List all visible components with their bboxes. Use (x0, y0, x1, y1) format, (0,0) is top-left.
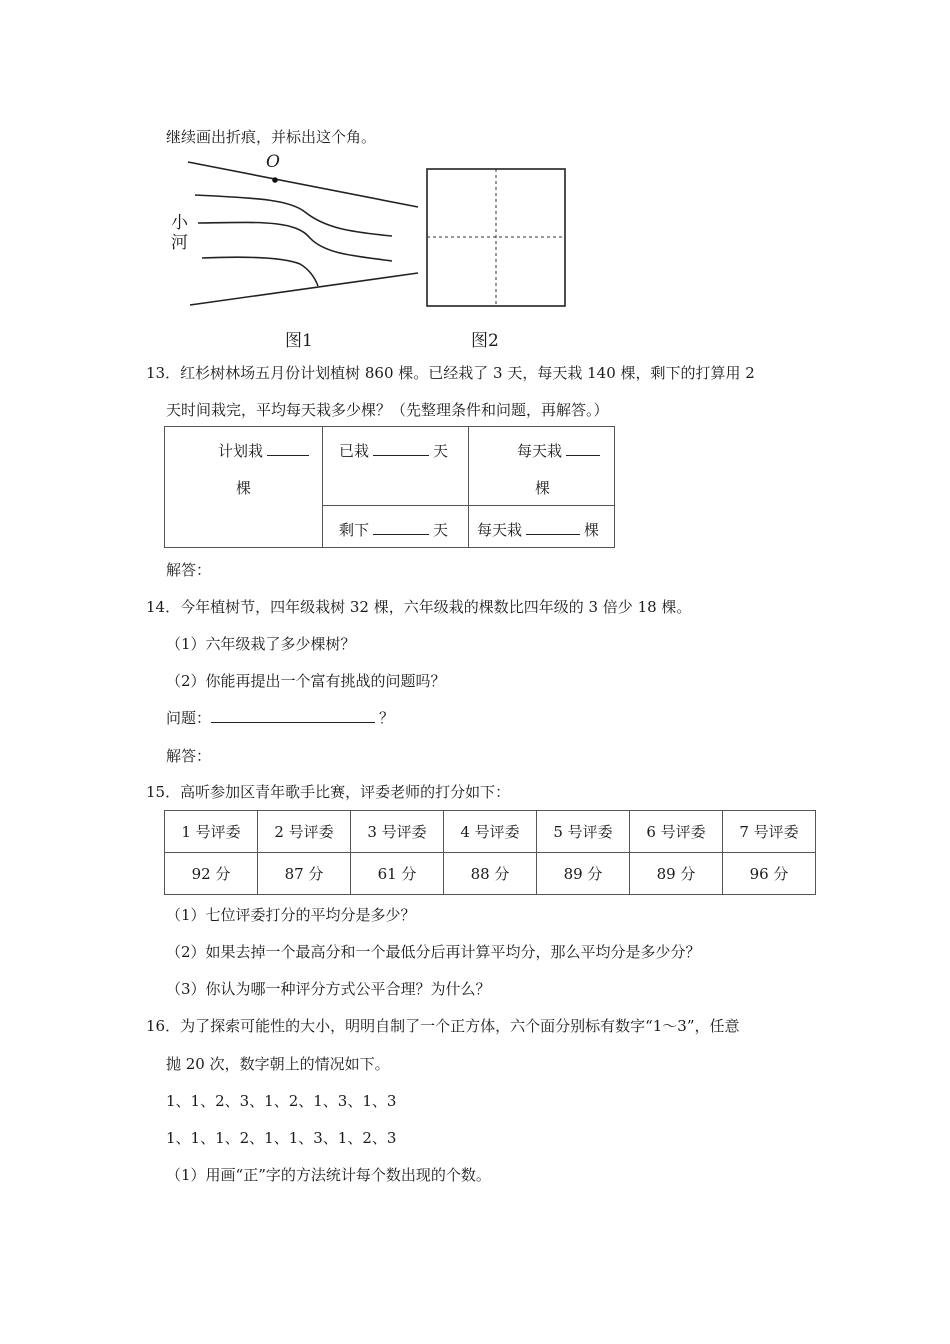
q13-planned-blank[interactable] (267, 454, 309, 456)
river-bank-line-3 (202, 257, 318, 286)
q13-avg-unit: 棵 (584, 521, 600, 539)
q16-number: 16． (146, 1017, 181, 1035)
q13-number: 13． (146, 364, 181, 382)
q14-answer-label: 解答： (166, 747, 212, 765)
q13-daily-label: 每天栽 (517, 442, 563, 460)
q14-question-label: 问题： (166, 709, 212, 727)
judge-cell: 1 号评委 (165, 811, 258, 853)
q13-avg-wrap (477, 519, 599, 540)
intro-text: 继续画出折痕，并标出这个角。 (166, 128, 377, 146)
q15-sub-2: （2）如果去掉一个最高分和一个最低分后再计算平均分，那么平均分是多少分？ (166, 943, 701, 961)
q15-score-table (164, 810, 816, 895)
score-cell: 61 分 (351, 853, 444, 895)
q13-text-2: 天时间栽完，平均每天栽多少棵？（先整理条件和问题，再解答。） (166, 401, 609, 419)
q14-sub-1: （1）六年级栽了多少棵树？ (166, 635, 356, 653)
q13-daily-unit: 棵 (535, 479, 551, 497)
q13-text-1: 红杉树林场五月份计划植树 860 棵。已经栽了 3 天，每天栽 140 棵，剩下的打算用 2 (180, 364, 755, 382)
q14-question-row (166, 707, 394, 728)
table-row-judges (165, 811, 816, 853)
river-bank-line-1 (195, 195, 392, 236)
figure-2-caption: 图2 (471, 331, 499, 351)
q13-remain-unit: 天 (433, 521, 449, 539)
score-cell: 88 分 (444, 853, 537, 895)
q14-text-1: 今年植树节，四年级栽树 32 棵，六年级栽的棵数比四年级的 3 倍少 18 棵。 (180, 598, 692, 616)
q13-daily-blank[interactable] (566, 454, 600, 456)
q13-avg-blank[interactable] (526, 533, 580, 535)
score-cell: 89 分 (630, 853, 723, 895)
score-cell: 96 分 (723, 853, 816, 895)
figure-1-diagram (160, 150, 430, 315)
q13-answer-label: 解答： (166, 561, 212, 579)
q16-line-1 (146, 1015, 740, 1036)
judge-cell: 4 号评委 (444, 811, 537, 853)
q15-line-1 (146, 781, 510, 802)
judge-cell: 5 号评委 (537, 811, 630, 853)
q16-sequence-2: 1、1、1、2、1、1、3、1、2、3 (166, 1129, 397, 1147)
q13-remain-blank[interactable] (373, 533, 429, 535)
q13-done-unit: 天 (433, 442, 449, 460)
judge-cell: 2 号评委 (258, 811, 351, 853)
point-o-label: O (266, 152, 280, 172)
q13-line-1 (146, 362, 755, 383)
q14-line-1 (146, 596, 691, 617)
q13-planned-label-wrap (218, 440, 313, 461)
q13-done-wrap (339, 440, 448, 461)
q16-sequence-1: 1、1、2、3、1、2、1、3、1、3 (166, 1092, 397, 1110)
table-row-scores (165, 853, 816, 895)
q14-question-blank[interactable] (211, 721, 375, 723)
judge-cell: 6 号评委 (630, 811, 723, 853)
q13-done-label: 已栽 (339, 442, 370, 460)
judge-cell: 7 号评委 (723, 811, 816, 853)
q14-sub-2: （2）你能再提出一个富有挑战的问题吗？ (166, 672, 446, 690)
q14-question-end: ？ (379, 709, 395, 727)
q14-number: 14． (146, 598, 181, 616)
q15-text-1: 高听参加区青年歌手比赛，评委老师的打分如下： (180, 783, 511, 801)
judge-cell: 3 号评委 (351, 811, 444, 853)
q13-remain-label: 剩下 (339, 521, 370, 539)
q16-sub-1: （1）用画“正”字的方法统计每个数出现的个数。 (166, 1166, 491, 1184)
lower-ray-line (190, 273, 418, 305)
river-label: 小河 (167, 213, 187, 253)
q15-sub-1: （1）七位评委打分的平均分是多少？ (166, 906, 416, 924)
q13-done-blank[interactable] (373, 454, 429, 456)
river-bank-line-2 (198, 222, 392, 261)
q13-planned-unit: 棵 (236, 479, 252, 497)
point-o-dot (272, 177, 278, 183)
score-cell: 92 分 (165, 853, 258, 895)
q15-sub-3: （3）你认为哪一种评分方式公平合理？为什么？ (166, 980, 491, 998)
q13-remain-wrap (339, 519, 448, 540)
q13-avg-label: 每天栽 (477, 521, 523, 539)
q13-done-cell (322, 426, 469, 506)
q16-text-2: 抛 20 次，数字朝上的情况如下。 (166, 1055, 390, 1073)
q13-daily-wrap (517, 440, 604, 461)
figure-2-square (425, 167, 567, 309)
figure-1-caption: 图1 (285, 331, 313, 351)
score-cell: 89 分 (537, 853, 630, 895)
score-cell: 87 分 (258, 853, 351, 895)
upper-ray-line (188, 162, 418, 207)
q13-planned-label: 计划栽 (218, 442, 264, 460)
q15-number: 15． (146, 783, 181, 801)
q16-text-1: 为了探索可能性的大小，明明自制了一个正方体，六个面分别标有数字“1～3”，任意 (180, 1017, 740, 1035)
